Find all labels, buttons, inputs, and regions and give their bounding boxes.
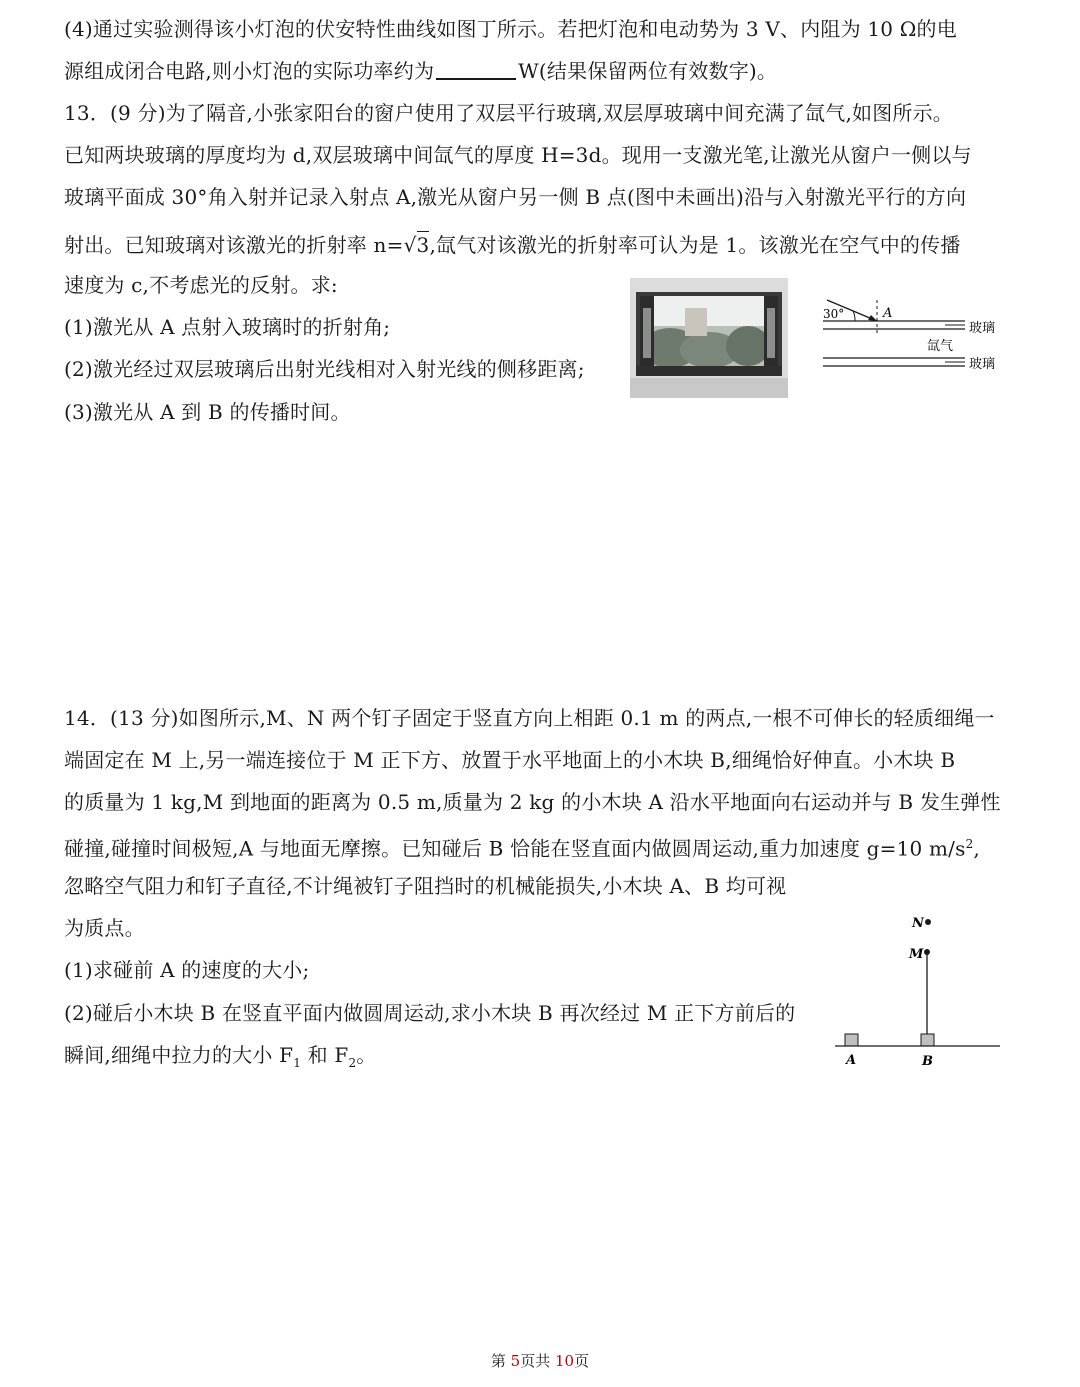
- q14-sub2-text-a: 瞬间,细绳中拉力的大小 F: [64, 1043, 294, 1067]
- q14-line3: 的质量为 1 kg,M 到地面的距离为 0.5 m,质量为 2 kg 的小木块 A 沿水平地面向右运动并与 B 发生弹性: [64, 790, 1001, 814]
- q14-sub1: (1)求碰前 A 的速度的大小;: [64, 958, 310, 982]
- q14-line5: 忽略空气阻力和钉子直径,不计绳被钉子阻挡时的机械能损失,小木块 A、B 均可视: [64, 874, 787, 898]
- subscript-2: 2: [348, 1056, 357, 1070]
- q14-sub2: (2)碰后小木块 B 在竖直平面内做圆周运动,求小木块 B 再次经过 M 正下方前后的: [64, 1001, 796, 1025]
- q13-line4-text-a: 射出。已知玻璃对该激光的折射率 n=√: [64, 233, 417, 257]
- footer-mid: 页共: [520, 1352, 555, 1370]
- q14-line1: 14．(13 分)如图所示,M、N 两个钉子固定于竖直方向上相距 0.1 m 的两点,一根不可伸长的轻质细绳一: [64, 706, 995, 730]
- label-a: A: [846, 1053, 857, 1068]
- nail-block-diagram: [830, 910, 1005, 1070]
- q13-sub2: (2)激光经过双层玻璃后出射光线相对入射光线的侧移距离;: [64, 357, 585, 381]
- glass-label-1: 玻璃: [969, 321, 996, 336]
- q12-part4-text-a: 源组成闭合电路,则小灯泡的实际功率约为: [64, 59, 435, 83]
- glass-diagram: [815, 292, 1035, 382]
- angle-label: 30°: [823, 307, 845, 321]
- q14-line2: 端固定在 M 上,另一端连接位于 M 正下方、放置于水平地面上的小木块 B,细绳恰好伸直。小木块 B: [64, 748, 956, 772]
- gas-label: 氙气: [927, 339, 954, 354]
- q14-line4-text-b: ,: [973, 836, 980, 861]
- point-a-label: A: [883, 306, 893, 321]
- q13-line4: [64, 230, 961, 260]
- glass-label-2: 玻璃: [969, 357, 996, 372]
- q13-line4-text-b: ,氙气对该激光的折射率可认为是 1。该激光在空气中的传播: [429, 233, 961, 257]
- sqrt-radicand: 3: [416, 233, 430, 257]
- q13-line5: 速度为 c,不考虑光的反射。求:: [64, 273, 338, 297]
- answer-blank: [436, 58, 516, 80]
- label-n: N: [912, 916, 924, 931]
- q12-part4-line1: (4)通过实验测得该小灯泡的伏安特性曲线如图丁所示。若把灯泡和电动势为 3 V、内阻为 10 Ω的电: [64, 17, 957, 41]
- block-a: [845, 1034, 858, 1046]
- angle-arc: [853, 311, 855, 321]
- window-photo-drawing: [630, 278, 788, 398]
- page-total: 10: [555, 1352, 575, 1370]
- q13-line3: 玻璃平面成 30°角入射并记录入射点 A,激光从窗户另一侧 B 点(图中未画出)沿与入射激光平行的方向: [64, 185, 967, 209]
- page-footer: [0, 1350, 1080, 1371]
- q13-sub1: (1)激光从 A 点射入玻璃时的折射角;: [64, 315, 391, 339]
- q14-sub2-text-b: 和 F: [307, 1043, 349, 1067]
- footer-pre: 第: [490, 1352, 511, 1370]
- page-number: 5: [510, 1352, 521, 1370]
- q14-line6: 为质点。: [64, 916, 145, 940]
- subscript-1: 1: [293, 1056, 302, 1070]
- nail-n: [925, 919, 931, 925]
- label-m: M: [909, 947, 924, 962]
- q13-sub3: (3)激光从 A 到 B 的传播时间。: [64, 400, 351, 424]
- footer-post: 页: [574, 1352, 590, 1370]
- q14-sub2-text-c: 。: [356, 1043, 377, 1067]
- q12-part4-text-b: W(结果保留两位有效数字)。: [518, 59, 778, 83]
- window-photo: [630, 278, 788, 398]
- block-b: [921, 1034, 934, 1046]
- ray-arrow-icon: [868, 315, 877, 321]
- q14-sub2-line2: [64, 1040, 377, 1078]
- superscript: 2: [965, 837, 974, 851]
- label-b: B: [922, 1054, 933, 1069]
- q13-line1: 13．(9 分)为了隔音,小张家阳台的窗户使用了双层平行玻璃,双层厚玻璃中间充满了氙气,如图所示。: [64, 101, 954, 125]
- q13-line2: 已知两块玻璃的厚度均为 d,双层玻璃中间氙气的厚度 H=3d。现用一支激光笔,让激光从窗户一侧以与: [64, 143, 972, 167]
- q14-line4: [64, 829, 980, 864]
- q14-line4-text-a: 碰撞,碰撞时间极短,A 与地面无摩擦。已知碰后 B 恰能在竖直面内做圆周运动,重力加速度 g=10 m/s: [64, 836, 966, 861]
- q12-part4-line2: [64, 56, 777, 86]
